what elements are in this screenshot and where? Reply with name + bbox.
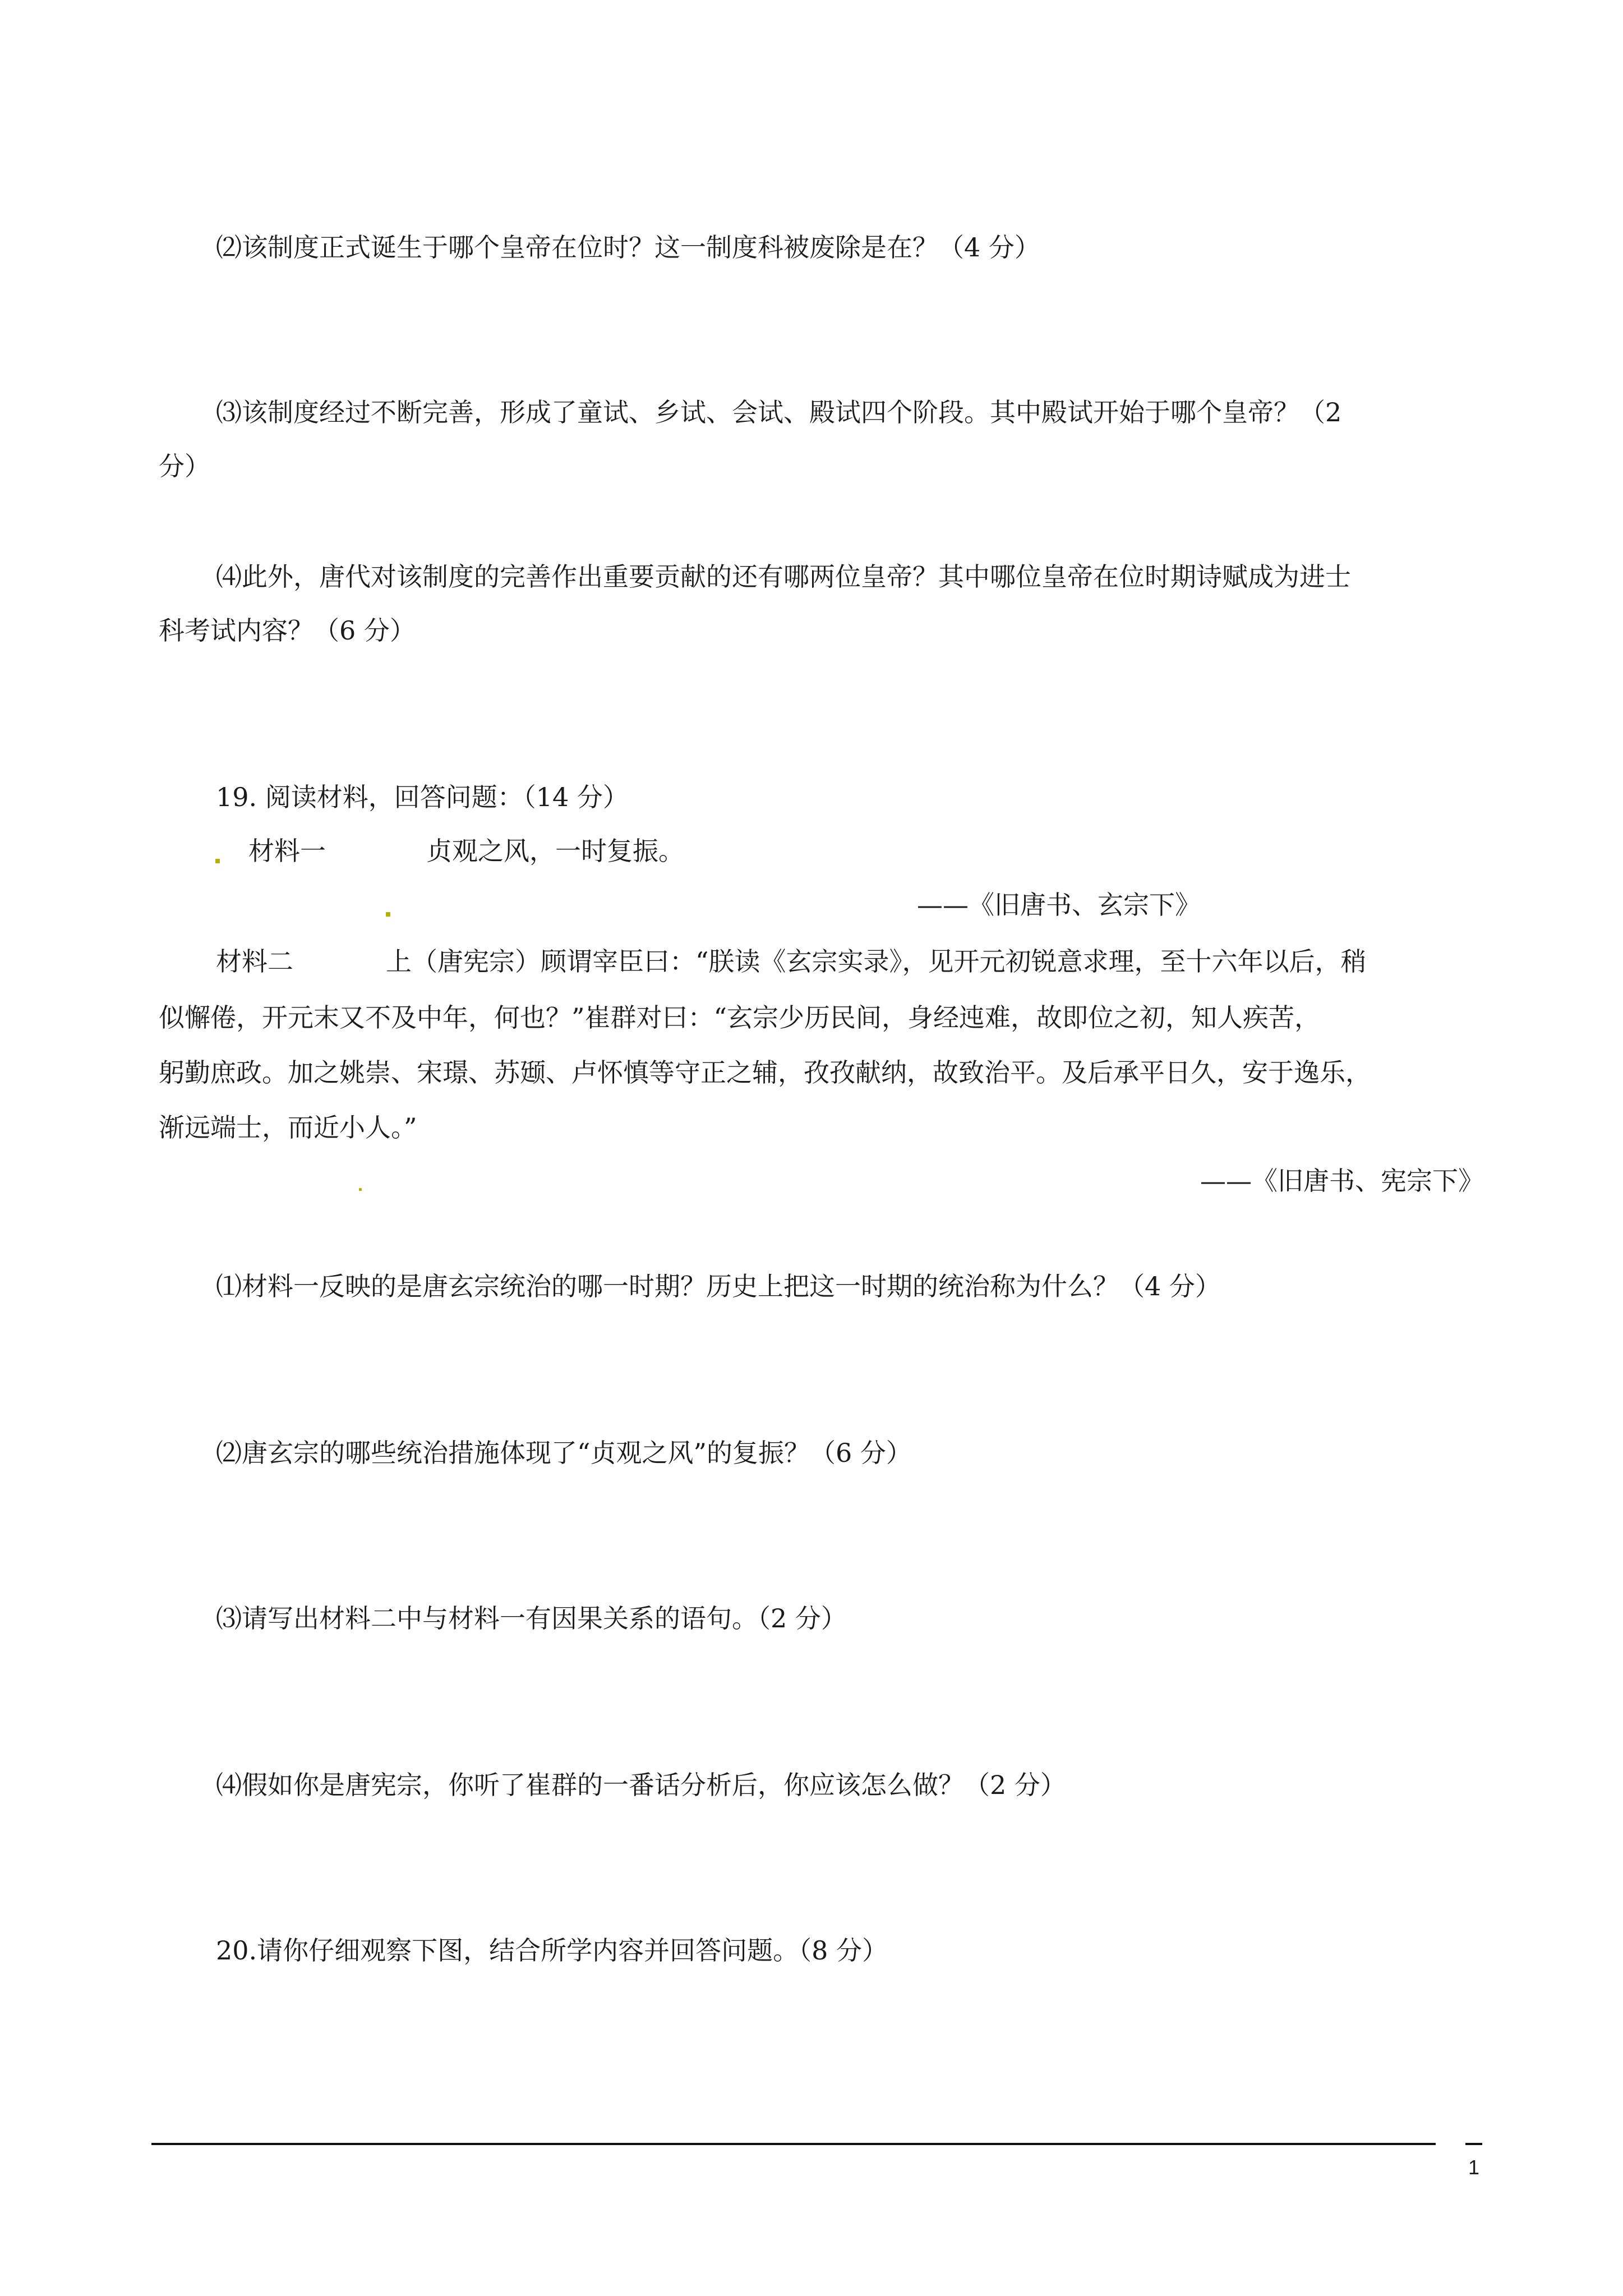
material-2-label: 材料二 [216, 946, 293, 977]
footer-rule-short [1465, 2143, 1482, 2145]
speck-mark [386, 912, 390, 917]
material-2-line3: 躬勤庶政。加之姚崇、宋璟、苏颋、卢怀慎等守正之辅，孜孜献纳，故致治平。及后承平日久，安于逸乐， [159, 1057, 1371, 1088]
q18-sub3-line2: 分） [159, 451, 210, 481]
q18-sub2: ⑵该制度正式诞生于哪个皇帝在位时？这一制度科被废除是在？（4 分） [216, 232, 1040, 263]
material-2-line2: 似懈倦，开元末又不及中年，何也？”崔群对曰：“玄宗少历民间，身经迍难，故即位之初，知人疾苦， [159, 1002, 1321, 1033]
material-1-label: 材料一 [248, 836, 326, 866]
q18-sub4-line2: 科考试内容？（6 分） [159, 615, 416, 646]
q19-title: 19. 阅读材料，回答问题：（14 分） [216, 782, 629, 812]
material-2-source: ——《旧唐书、宪宗下》 [1200, 1166, 1484, 1196]
q19-sub2: ⑵唐玄宗的哪些统治措施体现了“贞观之风”的复振？（6 分） [216, 1438, 912, 1468]
q19-sub3: ⑶请写出材料二中与材料一有因果关系的语句。（2 分） [216, 1603, 847, 1634]
speck-mark [359, 1188, 362, 1191]
q18-sub4-line1: ⑷此外，唐代对该制度的完善作出重要贡献的还有哪两位皇帝？其中哪位皇帝在位时期诗赋成为进士 [216, 562, 1351, 592]
q19-sub4: ⑷假如你是唐宪宗，你听了崔群的一番话分析后，你应该怎么做？（2 分） [216, 1770, 1066, 1800]
footer-rule [151, 2143, 1436, 2145]
material-1-text: 贞观之风，一时复振。 [426, 836, 684, 866]
q20-title: 20.请你仔细观察下图，结合所学内容并回答问题。（8 分） [216, 1935, 888, 1966]
material-2-line4: 渐远端士，而近小人。” [159, 1112, 417, 1143]
q19-sub1: ⑴材料一反映的是唐玄宗统治的哪一时期？历史上把这一时期的统治称为什么？（4 分） [216, 1271, 1221, 1301]
page-number: 1 [1468, 2156, 1480, 2179]
speck-mark [215, 859, 220, 863]
material-2-line1: 上（唐宪宗）顾谓宰臣曰：“朕读《玄宗实录》，见开元初锐意求理，至十六年以后，稍 [386, 946, 1367, 977]
material-1-source: ——《旧唐书、玄宗下》 [917, 890, 1201, 920]
q18-sub3-line1: ⑶该制度经过不断完善，形成了童试、乡试、会试、殿试四个阶段。其中殿试开始于哪个皇帝？（2 [216, 397, 1342, 427]
